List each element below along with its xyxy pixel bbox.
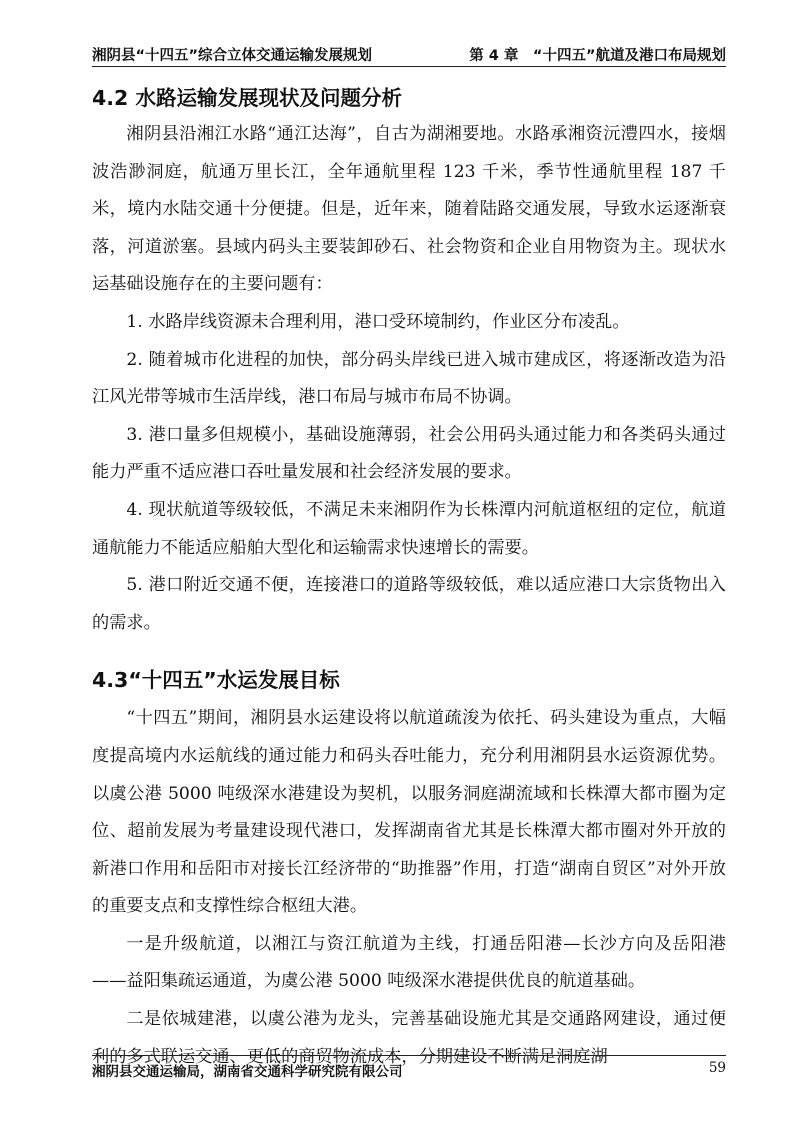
paragraph: “十四五”期间，湘阴县水运建设将以航道疏浚为依托、码头建设为重点，大幅度提高境内水运航线的通过能力和码头吞吐能力，充分利用湘阴县水运资源优势。以虞公港 5000 吨级深水港建设为契机，以服务洞庭湖流域和长株潭大都市圈为定位、超前发展为考量建设现代港口，发挥湖南省尤其是长株潭大都市圈对外开放的新港口作用和岳阳市对接长江经济带的“助推器”作用，打造“湖南自贸区”对外开放的重要支点和支撑性综合枢纽大港。 [92,708,726,917]
list-item: 2. 随着城市化进程的加快，部分码头岸线已进入城市建成区，将逐渐改造为沿江风光带等城市生活岸线，港口布局与城市布局不协调。 [92,349,726,408]
list-item: 5. 港口附近交通不便，连接港口的道路等级较低，难以适应港口大宗货物出入的需求。 [92,575,726,633]
footer-organization: 湘阴县交通运输局，湖南省交通科学研究院有限公司 [92,1064,403,1080]
header-document-title: 湘阴县“十四五”综合立体交通运输发展规划 [92,48,373,64]
list-item: 4. 现状航道等级较低，不满足未来湘阴作为长株潭内河航道枢纽的定位，航道通航能力不能适应船舶大型化和运输需求快速增长的需要。 [92,499,726,558]
list-item: 1. 水路岸线资源未合理利用，港口受环境制约，作业区分布凌乱。 [126,311,630,332]
page-header [92,40,726,67]
section-heading-4-3: 4.3“十四五”水运发展目标 [92,668,340,693]
page-number: 59 [708,1060,726,1076]
paragraph: 二是依城建港，以虞公港为龙头，完善基础设施尤其是交通路网建设，通过便利的多式联运交通、更低的商贸物流成本，分期建设不断满足洞庭湖 [92,1009,726,1067]
section-heading-4-2: 4.2 水路运输发展现状及问题分析 [92,86,402,110]
paragraph: 湘阴县沿湘江水路“通江达海”，自古为湖湘要地。水路承湘资沅澧四水，接烟波浩渺洞庭，航通万里长江，全年通航里程 123 千米，季节性通航里程 187 千米，境内水陆交通十分便捷。但是，近年来，随着陆路交通发展，导致水运逐渐衰落，河道淤塞。县域内码头主要装卸砂石、社会物资和企业自用物资为主。现状水运基础设施存在的主要问题有： [92,124,726,295]
list-item: 3. 港口量多但规模小，基础设施薄弱，社会公用码头通过能力和各类码头通过能力严重不适应港口吞吐量发展和社会经济发展的要求。 [92,424,726,483]
page-body [92,76,726,1076]
header-chapter-title: 第 4 章 “十四五”航道及港口布局规划 [469,48,726,64]
page-footer [92,1055,726,1080]
paragraph: 一是升级航道，以湘江与资江航道为主线，打通岳阳港—长沙方向及岳阳港——益阳集疏运通道，为虞公港 5000 吨级深水港提供优良的航道基础。 [92,933,726,992]
